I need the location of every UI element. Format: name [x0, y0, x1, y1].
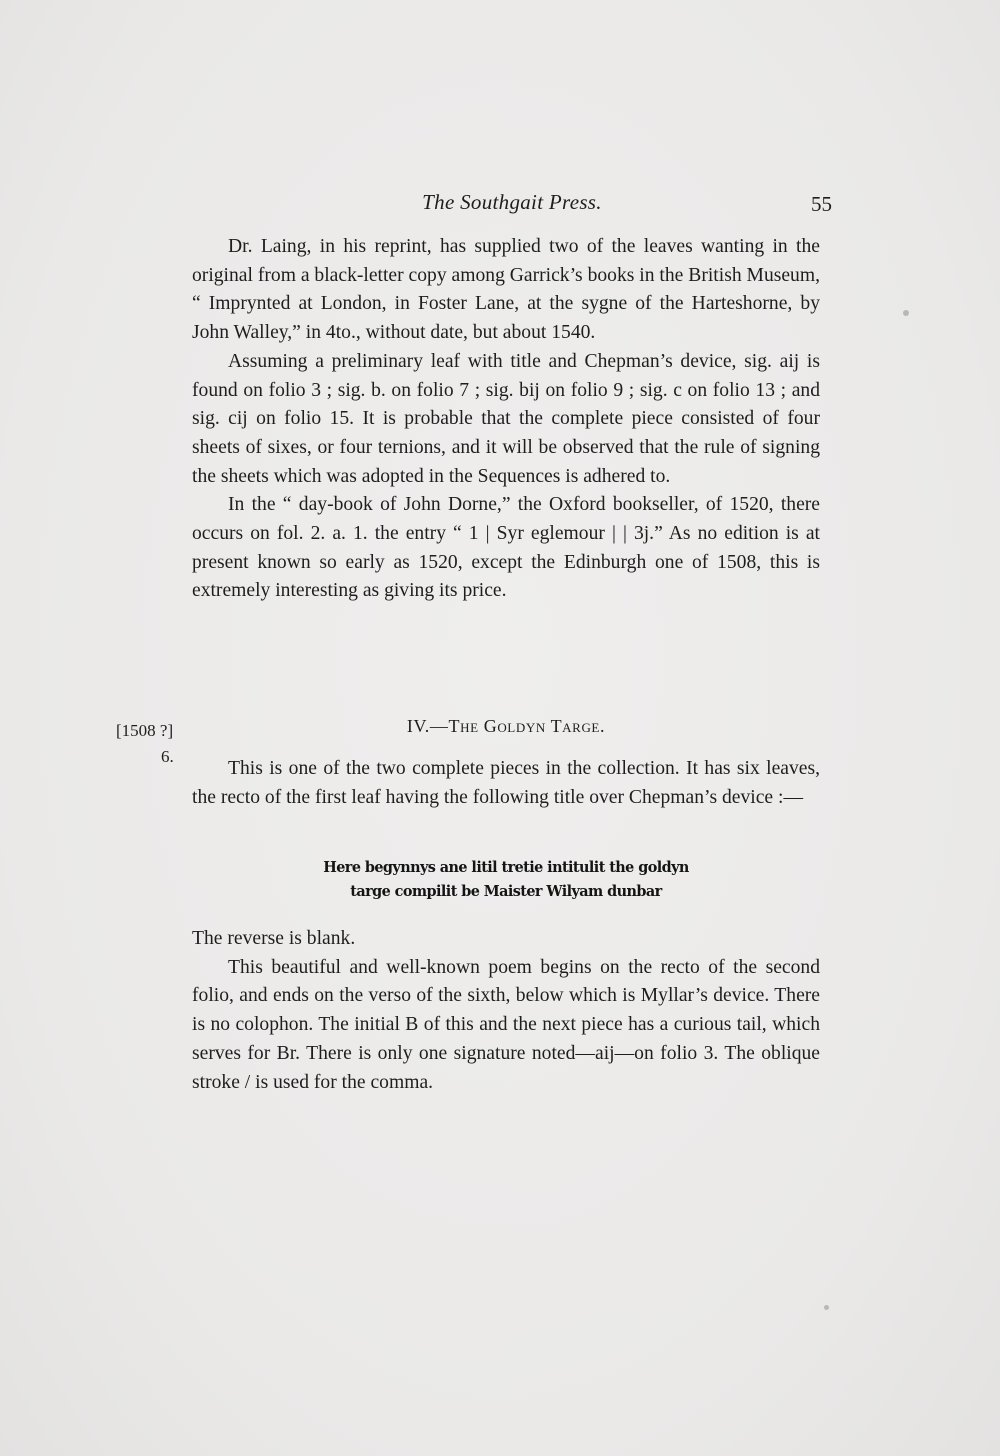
paragraph-reverse: The reverse is blank.	[192, 928, 356, 949]
margin-note-date: [1508 ?]	[116, 721, 174, 740]
paragraph-signatures: Assuming a preliminary leaf with title and Chepman’s device, sig. aij is found on folio 3 ; sig. b. on folio 7 ; sig. bij on folio 9 ; sig. c on folio 13 ; and sig. cij on folio 15. It is probable that the complete piece consisted of four sheets of sixes, or four ternions, and it will be observed that the rule of signing the sheets which was adopted in the Sequences is adhered to.	[192, 350, 820, 487]
blackletter-title	[205, 855, 808, 903]
section-numeral: IV.—	[406, 716, 449, 736]
blackletter-line-1: Here begynnys ane litil tretie intitulit the goldyn	[323, 858, 689, 876]
text-block-bottom	[192, 925, 820, 1097]
paper-speck	[824, 1305, 829, 1310]
paragraph-intro: This is one of the two complete pieces in the collection. It has six leaves, the recto of the first leaf having the following title over Chepman’s device :—	[192, 758, 820, 808]
section-heading	[192, 716, 820, 737]
page-number: 55	[811, 192, 832, 216]
text-block-intro	[192, 755, 820, 812]
paragraph-description: This beautiful and well-known poem begins on the recto of the second folio, and ends on the verso of the sixth, below which is Myllar’s device. There is no colophon. The initial B of this and the next piece has a curious tail, which serves for Br. There is only one signature noted—aij—on folio 3. The oblique stroke / is used for the comma.	[192, 956, 820, 1093]
blackletter-line-2: targe compilit be Maister Wilyam dunbar	[350, 882, 662, 900]
paragraph-day-book: In the “ day-book of John Dorne,” the Oxford bookseller, of 1520, there occurs on fol. 2. a. 1. the entry “ 1 | Syr eglemour | | 3j.” As no edition is at present known so early as 1520, except the Edinburgh one of 1508, this is extremely interesting as giving its price.	[192, 494, 820, 602]
running-title: The Southgait Press.	[422, 190, 602, 214]
paper-speck	[903, 310, 909, 316]
margin-note-number: 6.	[161, 747, 174, 766]
running-head	[192, 190, 832, 224]
paragraph-laing-reprint: Dr. Laing, in his reprint, has supplied two of the leaves wanting in the original from a black-letter copy among Garrick’s books in the British Museum, “ Imprynted at London, in Foster Lane, at the sygne of the Harteshorne, by John Walley,” in 4to., without date, but about 1540.	[192, 236, 820, 344]
section-title: The Goldyn Targe.	[448, 716, 606, 736]
text-block-top	[192, 233, 820, 606]
